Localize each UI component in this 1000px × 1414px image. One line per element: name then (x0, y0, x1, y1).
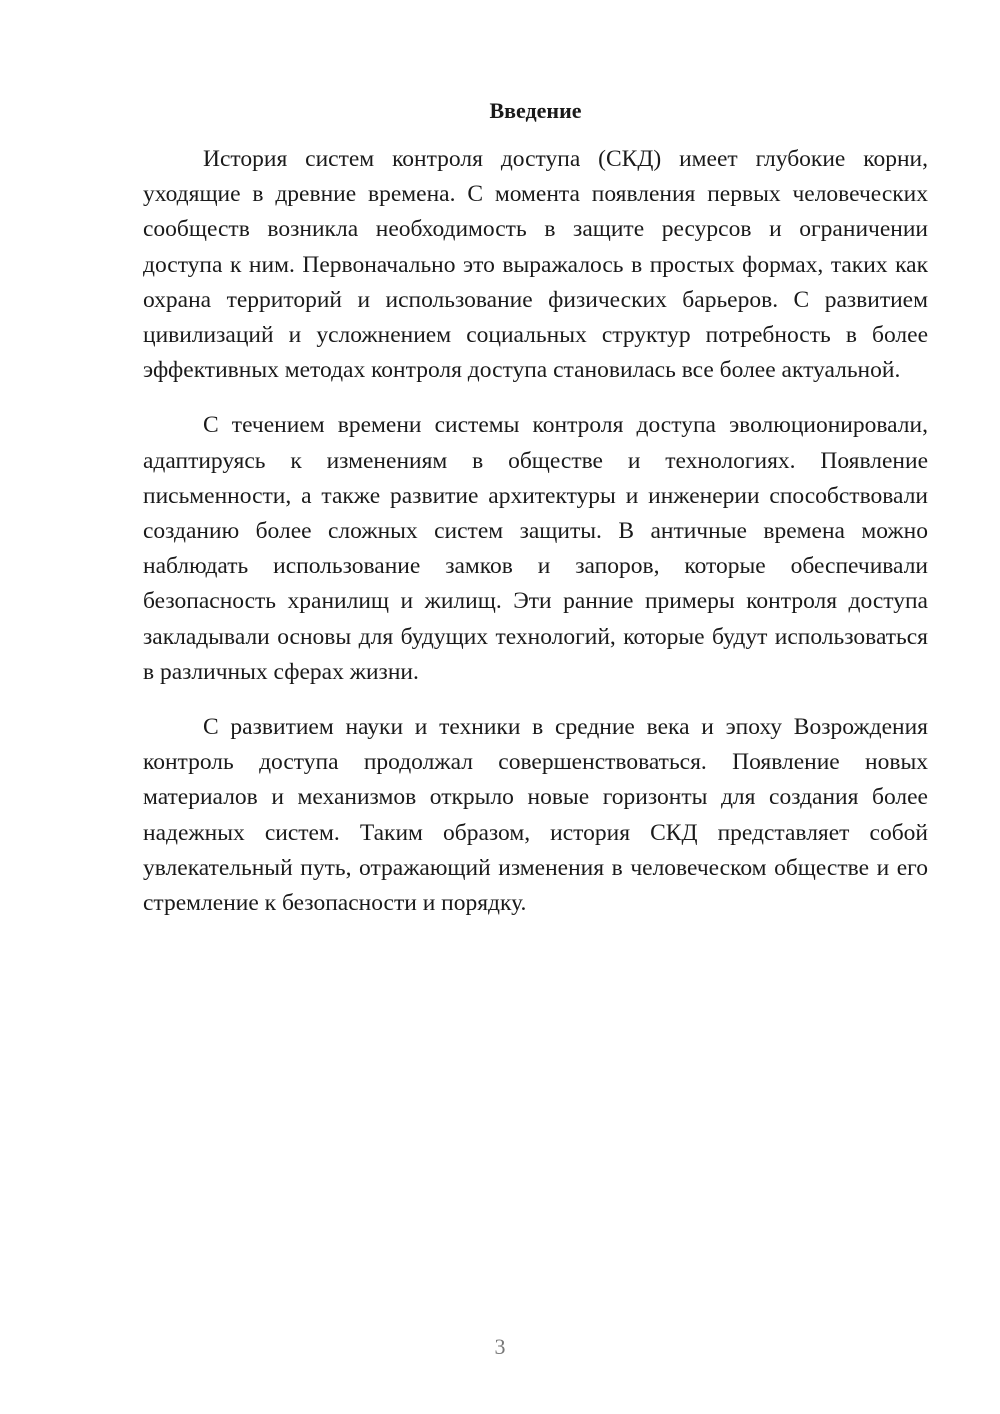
section-heading: Введение (489, 98, 582, 123)
paragraph: С течением времени системы контроля доступа эволюционировали, адаптируясь к изменениям в обществе и технологиях. Появление письменности, а также развитие архитектуры и инженерии способствовали созданию более сложных систем защиты. В античные времена можно наблюдать использование замков и запоров, которые обеспечивали безопасность хранилищ и жилищ. Эти ранние примеры контроля доступа закладывали основы для будущих технологий, которые будут использоваться в различных сферах жизни. (143, 412, 928, 685)
body-text (143, 142, 928, 941)
paragraph: История систем контроля доступа (СКД) имеет глубокие корни, уходящие в древние времена. С момента появления первых человеческих сообществ возникла необходимость в защите ресурсов и ограничении доступа к ним. Первоначально это выражалось в простых формах, таких как охрана территорий и использование физических барьеров. С развитием цивилизаций и усложнением социальных структур потребность в более эффективных методах контроля доступа становилась все более актуальной. (143, 146, 928, 384)
paragraph: С развитием науки и техники в средние века и эпоху Возрождения контроль доступа продолжал совершенствоваться. Появление новых материалов и механизмов открыло новые горизонты для создания более надежных систем. Таким образом, история СКД представляет собой увлекательный путь, отражающий изменения в человеческом обществе и его стремление к безопасности и порядку. (143, 714, 928, 917)
page-number: 3 (494, 1334, 506, 1359)
